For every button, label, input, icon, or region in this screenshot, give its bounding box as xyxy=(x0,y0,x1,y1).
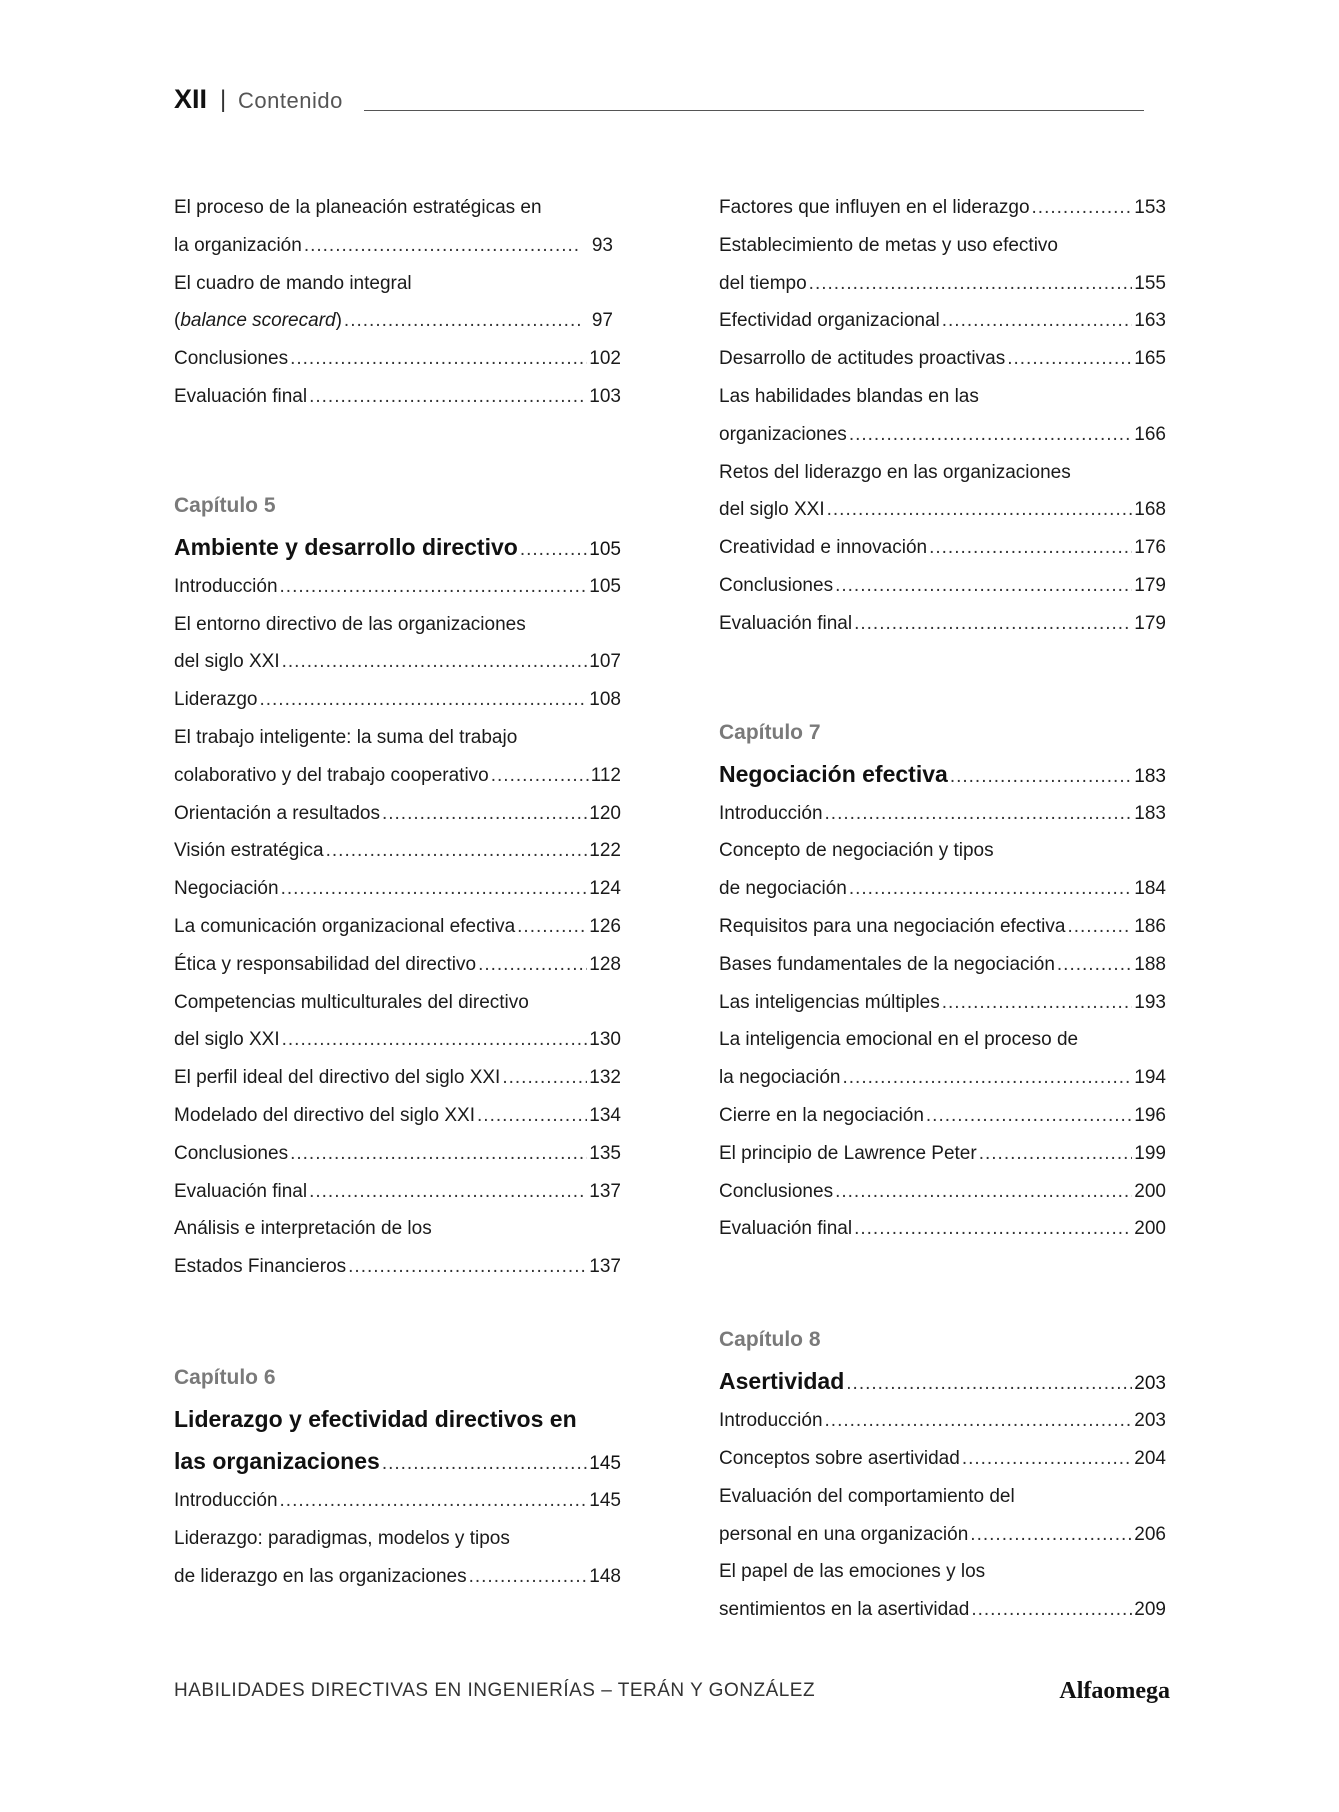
toc-entry xyxy=(174,946,621,984)
leader-dots xyxy=(962,1440,1132,1478)
toc-entry xyxy=(174,1097,621,1135)
leader-dots xyxy=(282,643,588,681)
toc-page-number: 135 xyxy=(589,1142,621,1164)
toc-entry-text: Las habilidades blandas en las xyxy=(719,385,979,407)
toc-entry-text: Introducción xyxy=(174,575,278,597)
toc-entry xyxy=(174,795,621,833)
toc-entry xyxy=(174,643,621,681)
leader-dots xyxy=(517,908,587,946)
section-gap xyxy=(719,1248,1166,1320)
toc-page-number: 102 xyxy=(589,348,621,370)
leader-dots xyxy=(842,1059,1132,1097)
toc-entry xyxy=(719,1210,1166,1248)
chapter-entries xyxy=(174,568,621,1286)
chapter-title xyxy=(174,526,621,568)
chapter-title-text: Liderazgo y efectividad directivos en xyxy=(174,1405,577,1432)
section-gap xyxy=(174,1286,621,1358)
leader-dots xyxy=(971,1591,1132,1629)
toc-page-number: 137 xyxy=(589,1180,621,1202)
chapter-entries xyxy=(174,1482,621,1595)
chapter-entries xyxy=(719,189,1166,643)
toc-entry xyxy=(719,1097,1166,1135)
toc-entry-text: del siglo XXI xyxy=(174,651,280,673)
toc-entry-text: El papel de las emociones y los xyxy=(719,1561,986,1583)
toc-entry-text: Factores que influyen en el liderazgo xyxy=(719,197,1030,218)
leader-dots xyxy=(825,1402,1133,1440)
toc-entry-text: Bases fundamentales de la negociación xyxy=(719,953,1055,975)
toc-page-number: 130 xyxy=(589,1029,621,1051)
toc-entry xyxy=(174,757,621,795)
toc-entry xyxy=(174,340,621,378)
toc-right-column xyxy=(719,189,1166,1629)
toc-entry-text: personal en una organización xyxy=(719,1523,969,1545)
toc-page-number: 183 xyxy=(1134,802,1166,824)
toc-entry-text: del siglo XXI xyxy=(719,499,825,521)
leader-dots xyxy=(809,265,1133,303)
chapter-label: Capítulo 5 xyxy=(174,493,276,517)
leader-dots xyxy=(344,302,581,340)
toc-entry-text: Ética y responsabilidad del directivo xyxy=(174,953,477,975)
leader-dots xyxy=(849,870,1132,908)
toc-entry xyxy=(174,1558,621,1596)
toc-entry-text: Las inteligencias múltiples xyxy=(719,991,940,1013)
toc-entry-text: Requisitos para una negociación efectiva xyxy=(719,915,1066,937)
leader-dots xyxy=(849,416,1132,454)
header-rule xyxy=(364,110,1144,111)
toc-page-number: 148 xyxy=(589,1565,621,1587)
toc-page-number: 132 xyxy=(589,1067,621,1089)
toc-entry xyxy=(719,302,1166,340)
toc-entry xyxy=(174,908,621,946)
toc-page-number: 93 xyxy=(591,234,613,256)
toc-page-number: 128 xyxy=(589,953,621,975)
toc-entry-text: organizaciones xyxy=(719,423,847,445)
leader-dots xyxy=(290,1135,587,1173)
leader-dots xyxy=(382,795,587,833)
toc-page-number: 196 xyxy=(1134,1104,1166,1126)
chapter-title-text: Negociación efectiva xyxy=(719,760,948,787)
toc-entry-text: La comunicación organizacional efectiva xyxy=(174,915,516,937)
toc-entry xyxy=(174,227,621,265)
chapter-title xyxy=(174,1440,621,1482)
leader-dots xyxy=(929,529,1132,567)
leader-dots xyxy=(950,756,1132,798)
leader-dots xyxy=(520,529,587,571)
section-title: Contenido xyxy=(238,88,343,113)
toc-entry-text: Evaluación final xyxy=(719,612,853,634)
leader-dots xyxy=(854,1210,1132,1248)
chapter-entries xyxy=(719,795,1166,1249)
toc-entry xyxy=(719,340,1166,378)
toc-entry xyxy=(174,1248,621,1286)
leader-dots xyxy=(1007,340,1132,378)
toc-page-number: 203 xyxy=(1134,1410,1166,1432)
toc-entry xyxy=(174,1059,621,1097)
section-gap xyxy=(719,643,1166,713)
toc-entry-text: El principio de Lawrence Peter xyxy=(719,1142,977,1164)
toc-page-number: 206 xyxy=(1134,1523,1166,1545)
toc-line xyxy=(174,606,621,644)
leader-dots xyxy=(477,1097,587,1135)
toc-page-number: 193 xyxy=(1134,991,1166,1013)
chapter-title-text: las organizaciones xyxy=(174,1447,380,1474)
toc-entry xyxy=(719,1059,1166,1097)
toc-page-number: 163 xyxy=(1134,310,1166,332)
toc-line xyxy=(174,984,621,1022)
toc-page-number: 179 xyxy=(1134,612,1166,634)
toc-entry xyxy=(719,1135,1166,1173)
toc-entry xyxy=(719,605,1166,643)
leader-dots xyxy=(1032,189,1133,227)
page-footer xyxy=(174,1680,1170,1716)
toc-page-number: 105 xyxy=(589,538,621,560)
toc-page-number: 103 xyxy=(589,385,621,407)
toc-entry-text: El entorno directivo de las organizaciones xyxy=(174,613,526,635)
leader-dots xyxy=(304,227,581,265)
toc-page-number: 209 xyxy=(1134,1599,1166,1621)
toc-entry-text: Estados Financieros xyxy=(174,1256,347,1278)
toc-page-number: 200 xyxy=(1134,1180,1166,1202)
toc-entry xyxy=(174,1173,621,1211)
toc-entry-text: Evaluación final xyxy=(174,385,308,407)
toc-entry-text: Visión estratégica xyxy=(174,840,324,862)
leader-dots xyxy=(926,1097,1132,1135)
toc-entry-text: colaborativo y del trabajo cooperativo xyxy=(174,764,489,786)
leader-dots xyxy=(846,1363,1132,1405)
toc-entry-text: Efectividad organizacional xyxy=(719,310,940,332)
leader-dots xyxy=(835,1173,1132,1211)
toc-entry xyxy=(174,1482,621,1520)
leader-dots xyxy=(259,681,587,719)
toc-entry xyxy=(174,1135,621,1173)
leader-dots xyxy=(478,946,587,984)
leader-dots xyxy=(290,340,587,378)
toc-entry-text: la organización xyxy=(174,234,302,256)
toc-page-number: 200 xyxy=(1134,1218,1166,1240)
toc-entry xyxy=(719,416,1166,454)
toc-entry xyxy=(719,984,1166,1022)
toc-page-number: 168 xyxy=(1134,499,1166,521)
leader-dots xyxy=(942,302,1133,340)
toc-entry-text: Introducción xyxy=(719,802,823,824)
toc-page-number: 204 xyxy=(1134,1447,1166,1469)
toc-entry xyxy=(719,265,1166,303)
chapter-title xyxy=(719,1360,1166,1402)
leader-dots xyxy=(348,1248,587,1286)
toc-entry-text: Negociación xyxy=(174,878,279,900)
page-number: XII xyxy=(174,84,208,114)
toc-page-number: 145 xyxy=(589,1452,621,1474)
toc-page-number: 199 xyxy=(1134,1142,1166,1164)
toc-line xyxy=(174,1520,621,1558)
toc-entry-text: La inteligencia emocional en el proceso de xyxy=(719,1029,1079,1051)
toc-entry-text: Orientación a resultados xyxy=(174,802,380,824)
toc-entry-text: sentimientos en la asertividad xyxy=(719,1599,970,1621)
leader-dots xyxy=(282,1021,588,1059)
toc-page-number: 176 xyxy=(1134,537,1166,559)
toc-entry xyxy=(174,681,621,719)
toc-line xyxy=(719,1021,1166,1059)
leader-dots xyxy=(1067,908,1132,946)
leader-dots xyxy=(942,984,1133,1022)
toc-page-number: 183 xyxy=(1134,765,1166,787)
toc-entry-text: Conclusiones xyxy=(719,1180,834,1202)
toc-page-number: 107 xyxy=(589,651,621,673)
leader-dots xyxy=(854,605,1132,643)
toc-entry xyxy=(719,491,1166,529)
leader-dots xyxy=(970,1516,1132,1554)
section-gap xyxy=(174,416,621,486)
toc-line xyxy=(719,227,1166,265)
toc-entry xyxy=(719,908,1166,946)
toc-entry xyxy=(719,946,1166,984)
toc-entry-text: Liderazgo xyxy=(174,689,258,711)
toc-entry xyxy=(174,378,621,416)
toc-page-number: 203 xyxy=(1134,1373,1166,1395)
toc-line xyxy=(719,454,1166,492)
toc-entry xyxy=(174,568,621,606)
chapter-entries xyxy=(719,1402,1166,1629)
toc-page-number: 188 xyxy=(1134,953,1166,975)
toc-entry-text: Modelado del directivo del siglo XXI xyxy=(174,1104,476,1126)
toc-entry xyxy=(174,870,621,908)
book-title: HABILIDADES DIRECTIVAS EN INGENIERÍAS – TERÁN Y GONZÁLEZ xyxy=(174,1680,816,1701)
toc-entry xyxy=(174,1021,621,1059)
toc-entry xyxy=(719,870,1166,908)
leader-dots xyxy=(825,795,1133,833)
toc-entry-text: Conceptos sobre asertividad xyxy=(719,1447,960,1469)
chapter-title-text: Asertividad xyxy=(719,1368,845,1395)
toc-entry xyxy=(719,1402,1166,1440)
leader-dots xyxy=(1057,946,1132,984)
toc-page-number: 124 xyxy=(589,878,621,900)
toc-page-number: 179 xyxy=(1134,574,1166,596)
leader-dots xyxy=(979,1135,1133,1173)
toc-entry-text: Concepto de negociación y tipos xyxy=(719,840,994,862)
toc-entry xyxy=(719,1516,1166,1554)
toc-page-number: 186 xyxy=(1134,915,1166,937)
toc-entry xyxy=(719,795,1166,833)
chapter-label: Capítulo 8 xyxy=(719,1328,821,1352)
toc-entry-text: de negociación xyxy=(719,878,847,900)
toc-entry-text: El trabajo inteligente: la suma del trabajo xyxy=(174,726,518,748)
toc-entry-text: El cuadro de mando integral xyxy=(174,272,412,294)
toc-page-number: 122 xyxy=(589,840,621,862)
toc-entry-text: Análisis e interpretación de los xyxy=(174,1218,432,1240)
toc-page-number: 153 xyxy=(1134,197,1166,218)
toc-entry-text: la negociación xyxy=(719,1067,841,1089)
toc-entry xyxy=(719,529,1166,567)
toc-entry-text: de liderazgo en las organizaciones xyxy=(174,1565,467,1587)
toc-page-number: 184 xyxy=(1134,878,1166,900)
toc-page-number: 120 xyxy=(589,802,621,824)
toc-page-number: 97 xyxy=(591,310,613,332)
toc-entry-text: Retos del liderazgo en las organizaciones xyxy=(719,461,1071,483)
toc-entry xyxy=(719,1173,1166,1211)
toc-page-number: 112 xyxy=(590,764,621,786)
toc-entry-text: Desarrollo de actitudes proactivas xyxy=(719,348,1006,370)
toc-entry-text: Conclusiones xyxy=(174,348,289,370)
toc-left-column xyxy=(174,189,621,1595)
toc-line xyxy=(719,378,1166,416)
leader-dots xyxy=(280,568,588,606)
leader-dots xyxy=(835,567,1132,605)
toc-entry-text: Evaluación final xyxy=(174,1180,308,1202)
toc-entry-text: Conclusiones xyxy=(719,574,834,596)
publisher-logo: Alfaomega xyxy=(1059,1678,1170,1704)
toc-page-number: 145 xyxy=(589,1489,621,1511)
toc-entry-text: Establecimiento de metas y uso efectivo xyxy=(719,234,1059,256)
leader-dots xyxy=(382,1443,587,1485)
leader-dots xyxy=(469,1558,588,1596)
toc-entry-text: del tiempo xyxy=(719,272,807,294)
toc-page-number: 165 xyxy=(1134,348,1166,370)
toc-entry xyxy=(719,1591,1166,1629)
toc-entry-text: Cierre en la negociación xyxy=(719,1104,924,1126)
page-header xyxy=(174,84,1144,124)
toc-page-number: 194 xyxy=(1134,1067,1166,1089)
toc-line xyxy=(719,1553,1166,1591)
leader-dots xyxy=(281,870,588,908)
toc-entry xyxy=(174,832,621,870)
leader-dots xyxy=(326,832,588,870)
header-separator: | xyxy=(220,86,227,113)
chapter-title xyxy=(719,753,1166,795)
toc-entry xyxy=(719,189,1166,227)
toc-entry-text: Introducción xyxy=(719,1410,823,1432)
toc-entry-text: Competencias multiculturales del directivo xyxy=(174,991,529,1013)
toc-entry-text: Evaluación final xyxy=(719,1218,853,1240)
chapter-title xyxy=(174,1398,621,1440)
leader-dots xyxy=(309,378,587,416)
toc-page-number: 134 xyxy=(589,1104,621,1126)
toc-line xyxy=(174,1210,621,1248)
toc-entry xyxy=(719,567,1166,605)
leader-dots xyxy=(827,491,1133,529)
chapter-title-text: Ambiente y desarrollo directivo xyxy=(174,533,518,560)
toc-line xyxy=(174,719,621,757)
leader-dots xyxy=(491,757,589,795)
toc-entry xyxy=(174,302,621,340)
toc-entry-text: El perfil ideal del directivo del siglo XXI xyxy=(174,1067,501,1089)
toc-page-number: 108 xyxy=(589,689,621,711)
toc-line xyxy=(174,189,621,227)
toc-line xyxy=(719,832,1166,870)
toc-page-number: 126 xyxy=(589,915,621,937)
chapter-label: Capítulo 6 xyxy=(174,1365,276,1389)
toc-page-number: 166 xyxy=(1134,423,1166,445)
toc-entry-text: El proceso de la planeación estratégicas en xyxy=(174,197,542,218)
leader-dots xyxy=(502,1059,587,1097)
toc-page-number: 155 xyxy=(1134,272,1166,294)
chapter-label: Capítulo 7 xyxy=(719,720,821,744)
toc-entry-text: Liderazgo: paradigmas, modelos y tipos xyxy=(174,1527,510,1549)
toc-entry-text: del siglo XXI xyxy=(174,1029,280,1051)
toc-line xyxy=(174,265,621,303)
toc-page-number: 105 xyxy=(589,575,621,597)
leader-dots xyxy=(280,1482,588,1520)
toc-entry-text: Conclusiones xyxy=(174,1142,289,1164)
leader-dots xyxy=(309,1173,587,1211)
toc-page-number: 137 xyxy=(589,1256,621,1278)
toc-entry-text: Evaluación del comportamiento del xyxy=(719,1485,1015,1507)
toc-line xyxy=(719,1478,1166,1516)
toc-entry xyxy=(719,1440,1166,1478)
toc-entry-text: (balance scorecard) xyxy=(174,310,342,332)
toc-entry-text: Creatividad e innovación xyxy=(719,537,928,559)
toc-entry-text: Introducción xyxy=(174,1489,278,1511)
